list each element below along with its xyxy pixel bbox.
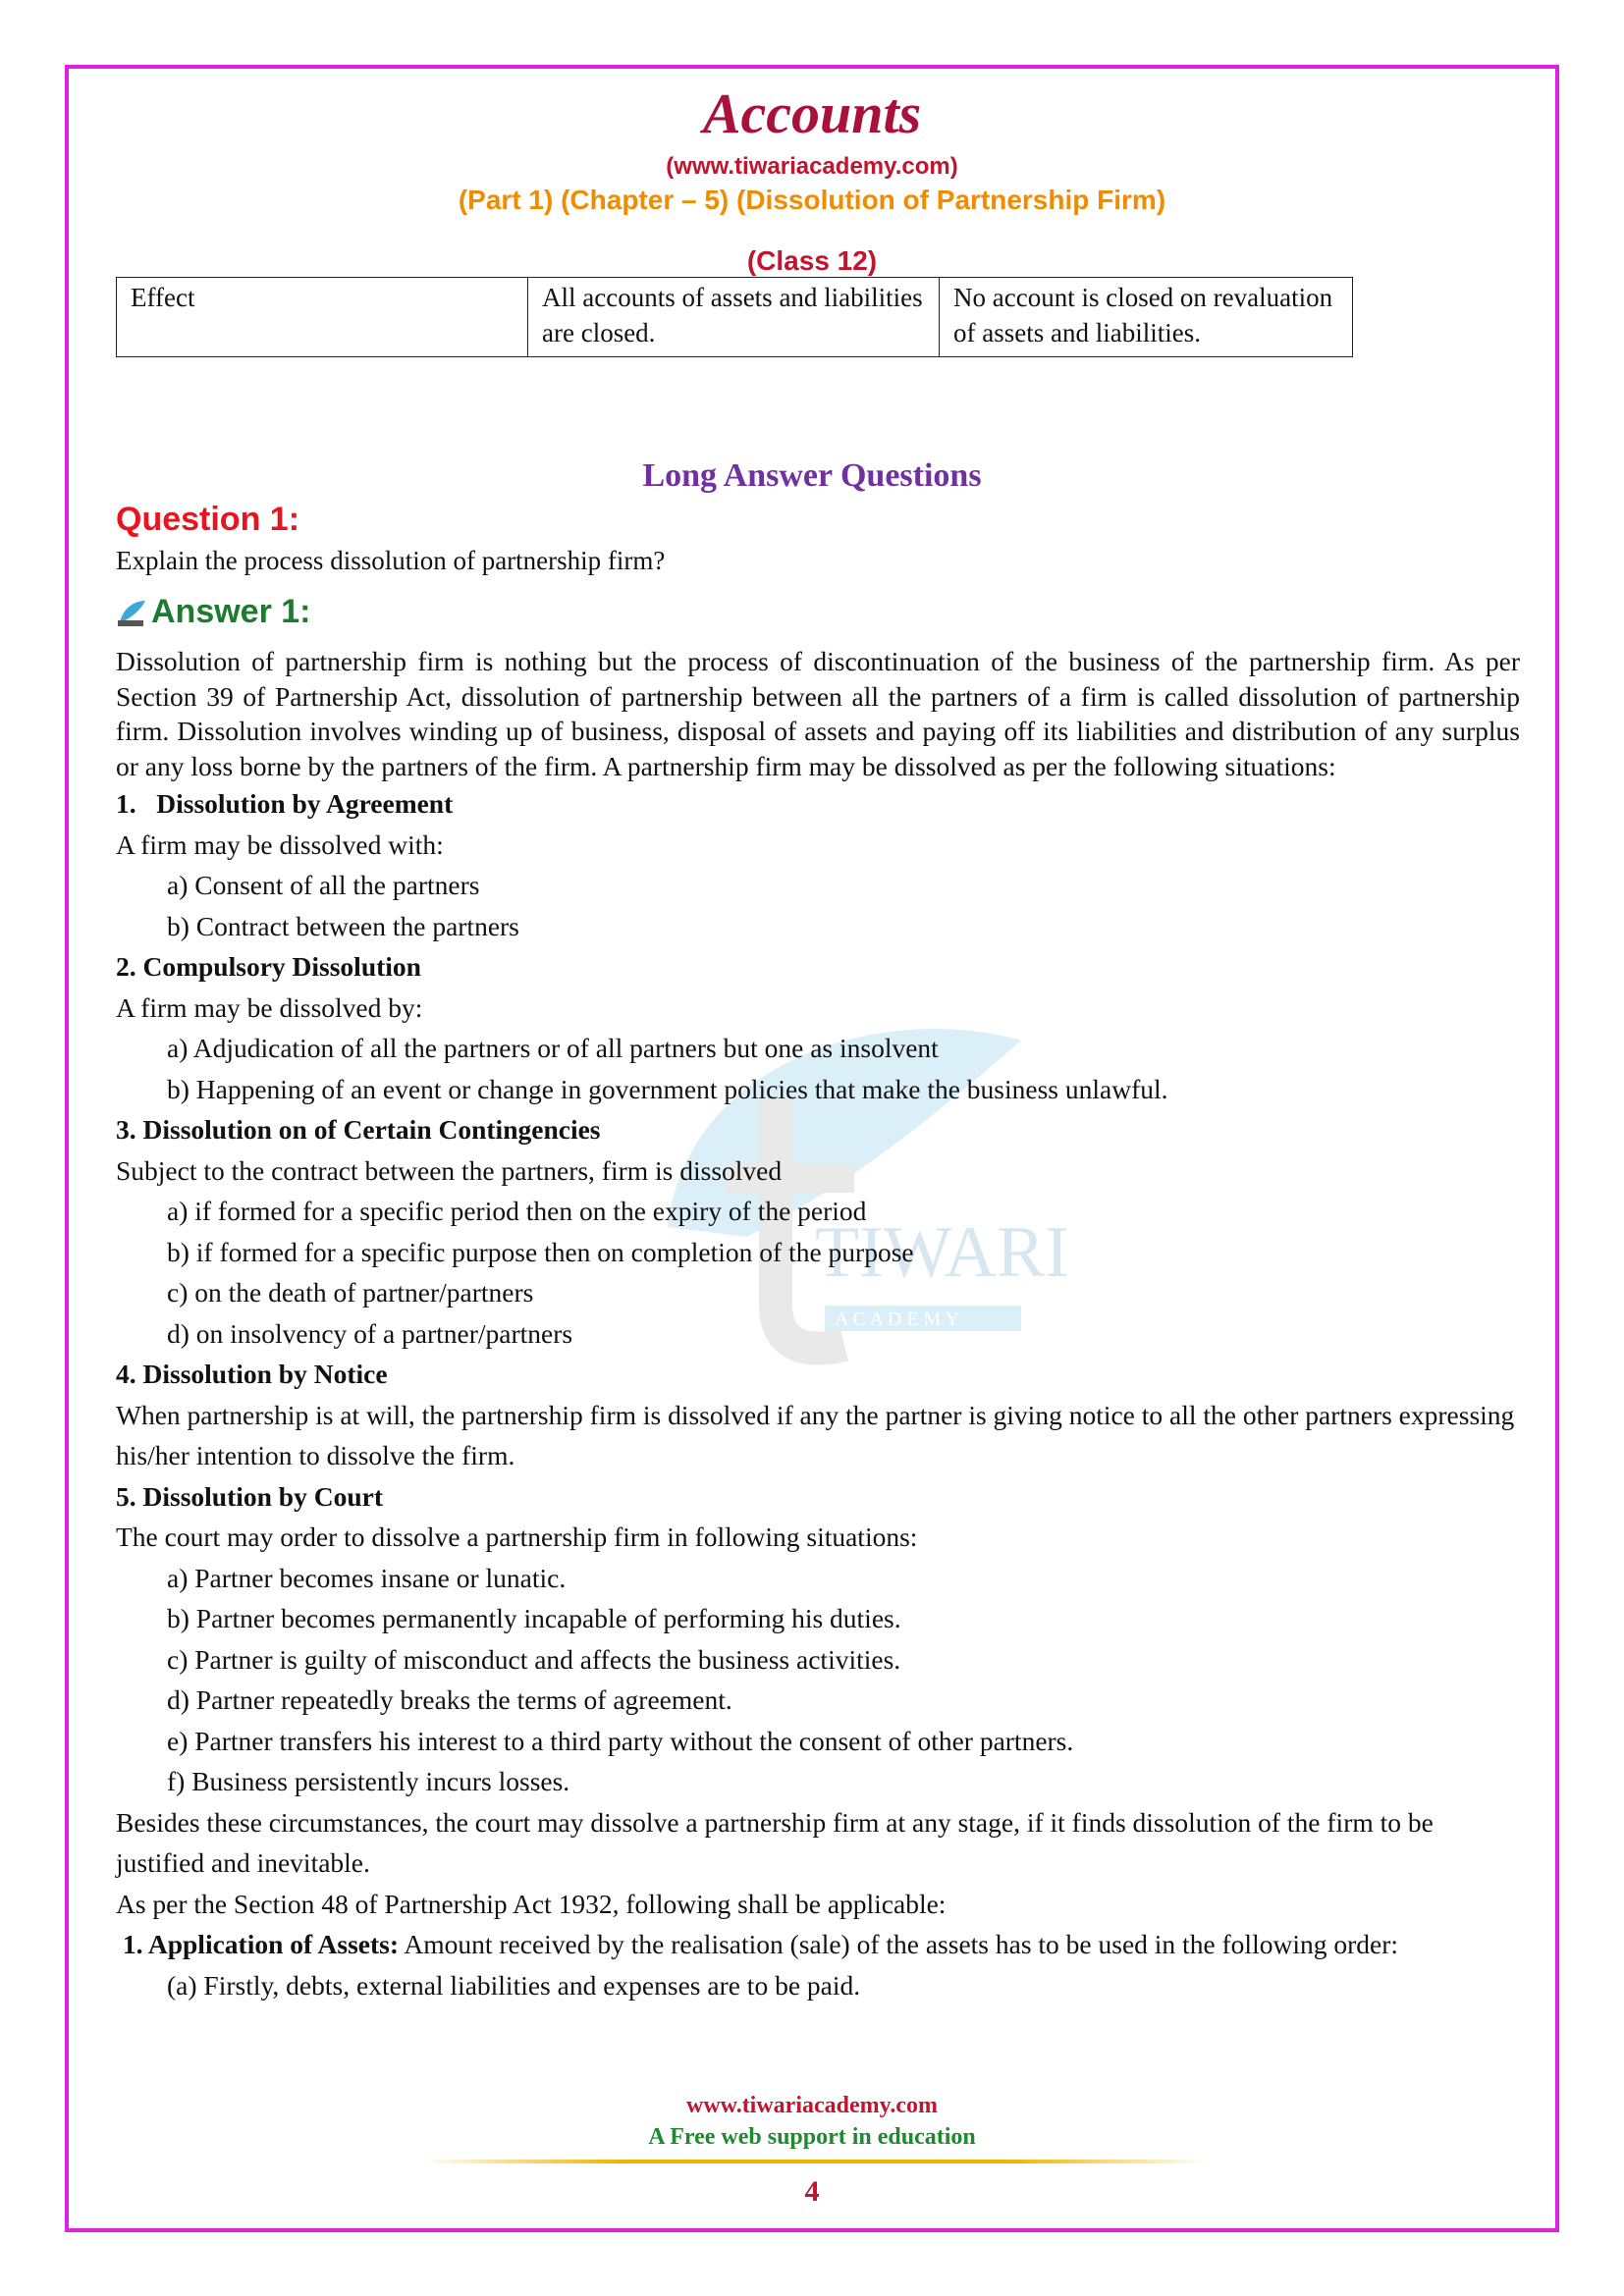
class-label: (Class 12): [746, 245, 878, 276]
section-heading: 3. Dissolution on of Certain Contingencies: [116, 1114, 601, 1145]
footer-tagline: A Free web support in education: [648, 2124, 976, 2150]
table-row: [117, 278, 1353, 357]
answer-heading: Answer 1:: [151, 593, 311, 630]
table-cell: All accounts of assets and liabilities are closed.: [528, 278, 940, 357]
section-text: A firm may be dissolved by:: [116, 991, 423, 1023]
list-item: a) Consent of all the partners: [167, 870, 480, 900]
pen-icon: [116, 597, 147, 628]
section-text: When partnership is at will, the partnership firm is dissolved if any the partner is giving notice to all the other partners expressing his/her intention to dissolve the firm.: [116, 1399, 1515, 1470]
list-item: d) Partner repeatedly breaks the terms of agreement.: [167, 1684, 732, 1715]
list-item: f) Business persistently incurs losses.: [167, 1766, 570, 1796]
list-item: b) Happening of an event or change in government policies that make the business unlawful.: [167, 1073, 1168, 1104]
section-text: Subject to the contract between the partners, firm is dissolved: [116, 1154, 783, 1186]
application-text: Amount received by the realisation (sale) of the assets has to be used in the following order:: [404, 1929, 1399, 1959]
page-number: 4: [804, 2175, 820, 2208]
section-title: Long Answer Questions: [642, 457, 982, 494]
table-cell: No account is closed on revaluation of assets and liabilities.: [940, 278, 1353, 357]
list-item: a) Partner becomes insane or lunatic.: [167, 1562, 567, 1593]
section-heading: 5. Dissolution by Court: [116, 1480, 383, 1512]
question-heading: Question 1:: [116, 501, 300, 538]
watermark-text: TIWARI: [815, 1212, 1069, 1293]
list-item: b) if formed for a specific purpose then on completion of the purpose: [167, 1236, 914, 1267]
section-heading: 2. Compulsory Dissolution: [116, 951, 421, 982]
list-item: (a) Firstly, debts, external liabilities and expenses are to be paid.: [167, 1969, 861, 2001]
question-text: Explain the process dissolution of partnership firm?: [116, 546, 666, 575]
answer-intro: Dissolution of partnership firm is nothing but the process of discontinuation of the business of the partnership firm. As per Section 39 of Partnership Act, dissolution of partnership between all the partners of a firm is called dissolution of partnership firm. Dissolution involves winding up of business, disposal of assets and paying off its liabilities and distribution of any surplus or any loss borne by the partners of the firm. A partnership firm may be dissolved as per the following situations:: [116, 646, 1520, 781]
list-item: a) if formed for a specific period then on the expiry of the period: [167, 1196, 867, 1226]
list-item: d) on insolvency of a partner/partners: [167, 1317, 573, 1349]
section-heading: 4. Dissolution by Notice: [116, 1359, 388, 1389]
chapter-line: (Part 1) (Chapter – 5) (Dissolution of Partnership Firm): [458, 185, 1166, 215]
answer-heading-row: [116, 593, 311, 631]
list-item: e) Partner transfers his interest to a third party without the consent of other partners.: [167, 1725, 1074, 1756]
footer-divider: [422, 2160, 1208, 2163]
page-title: Accounts: [702, 81, 922, 145]
application-paragraph: [116, 1924, 1520, 1965]
list-item: a) Adjudication of all the partners or of all partners but one as insolvent: [167, 1033, 939, 1063]
application-label: 1. Application of Assets:: [122, 1929, 400, 1959]
list-item: c) Partner is guilty of misconduct and affects the business activities.: [167, 1643, 901, 1675]
header-url: (www.tiwariacademy.com): [666, 153, 958, 180]
watermark-subtext: A C A D E M Y: [835, 1308, 960, 1330]
besides-paragraph: Besides these circumstances, the court may dissolve a partnership firm at any stage, if it finds dissolution of the firm to be justified and inevitable.: [116, 1806, 1434, 1878]
comparison-table: [116, 277, 1353, 357]
section-heading: 1. Dissolution by Agreement: [116, 788, 454, 819]
list-item: b) Contract between the partners: [167, 910, 519, 941]
answer-body: [116, 644, 1520, 2005]
table-cell: Effect: [117, 278, 528, 357]
list-item: c) on the death of partner/partners: [167, 1277, 534, 1308]
section-text: A firm may be dissolved with:: [116, 828, 444, 860]
list-item: b) Partner becomes permanently incapable of performing his duties.: [167, 1603, 901, 1633]
section-text: The court may order to dissolve a partnership firm in following situations:: [116, 1522, 918, 1552]
section48-paragraph: As per the Section 48 of Partnership Act 1932, following shall be applicable:: [116, 1888, 947, 1919]
footer-url: www.tiwariacademy.com: [686, 2093, 938, 2118]
